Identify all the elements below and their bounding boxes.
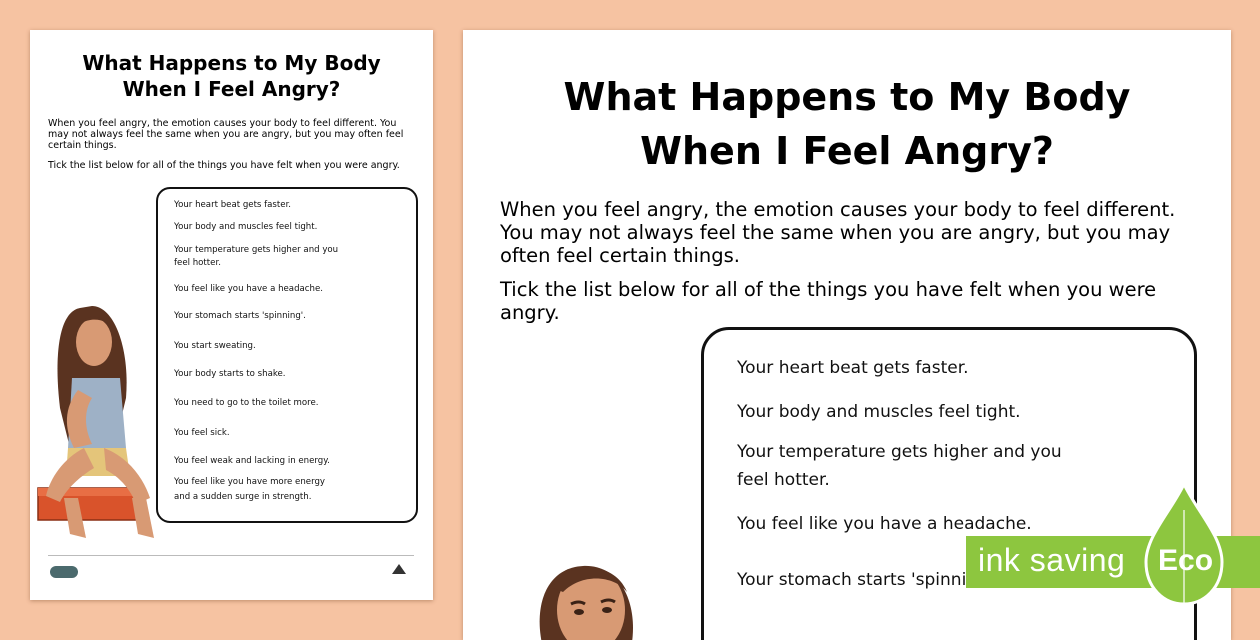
intro-paragraph: When you feel angry, the emotion causes your body to feel different. You may not always feel the same when you are angry, but you may often feel certain things. — [500, 198, 1176, 267]
thumbnail-title-line2: When I Feel Angry? — [122, 77, 341, 101]
publisher-logo-icon — [50, 566, 78, 578]
list-item: and a sudden surge in strength. — [174, 492, 312, 502]
girl-illustration — [523, 548, 653, 640]
list-item: Your body and muscles feel tight. — [174, 222, 318, 232]
list-item: You feel like you have a headache. — [174, 284, 323, 294]
worksheet-title-line2: When I Feel Angry? — [640, 129, 1054, 173]
list-item: You start sweating. — [174, 341, 256, 351]
list-item: Your heart beat gets faster. — [174, 200, 292, 210]
worksheet-thumbnail[interactable] — [30, 30, 433, 600]
thumbnail-checklist-box — [156, 187, 418, 523]
thumbnail-intro-paragraph: When you feel angry, the emotion causes your body to feel different. You may not always feel the same when you are angry, but you may often feel certain things. — [48, 118, 404, 151]
footer-divider — [48, 555, 414, 556]
list-item: Your temperature gets higher and you — [737, 442, 1062, 462]
thumbnail-instruction-paragraph: Tick the list below for all of the things you have felt when you were angry. — [48, 160, 400, 171]
eco-label: Eco — [1158, 544, 1214, 577]
thumbnail-title — [30, 50, 433, 102]
instruction-paragraph: Tick the list below for all of the things you have felt when you were angry. — [500, 278, 1157, 324]
list-item: You feel weak and lacking in energy. — [174, 456, 330, 466]
ink-saving-label: ink saving — [978, 542, 1126, 578]
list-item: You need to go to the toilet more. — [174, 398, 319, 408]
footer-mark-icon — [390, 562, 408, 576]
thumbnail-title-line1: What Happens to My Body — [82, 51, 381, 75]
list-item: Your heart beat gets faster. — [737, 358, 969, 378]
list-item: You feel like you have a headache. — [737, 514, 1032, 534]
list-item: Your temperature gets higher and you — [174, 245, 339, 255]
worksheet-title-line1: What Happens to My Body — [563, 75, 1131, 119]
girl-illustration — [34, 298, 174, 553]
worksheet-title — [463, 70, 1231, 178]
list-item: Your stomach starts 'spinning'. — [174, 311, 306, 321]
list-item: You feel sick. — [174, 428, 230, 438]
list-item: Your body starts to shake. — [174, 369, 286, 379]
list-item: Your body and muscles feel tight. — [737, 402, 1021, 422]
list-item: Your stomach starts 'spinni — [737, 570, 967, 590]
list-item: feel hotter. — [174, 258, 221, 268]
list-item: feel hotter. — [737, 470, 830, 490]
list-item: You feel like you have more energy — [174, 477, 326, 487]
